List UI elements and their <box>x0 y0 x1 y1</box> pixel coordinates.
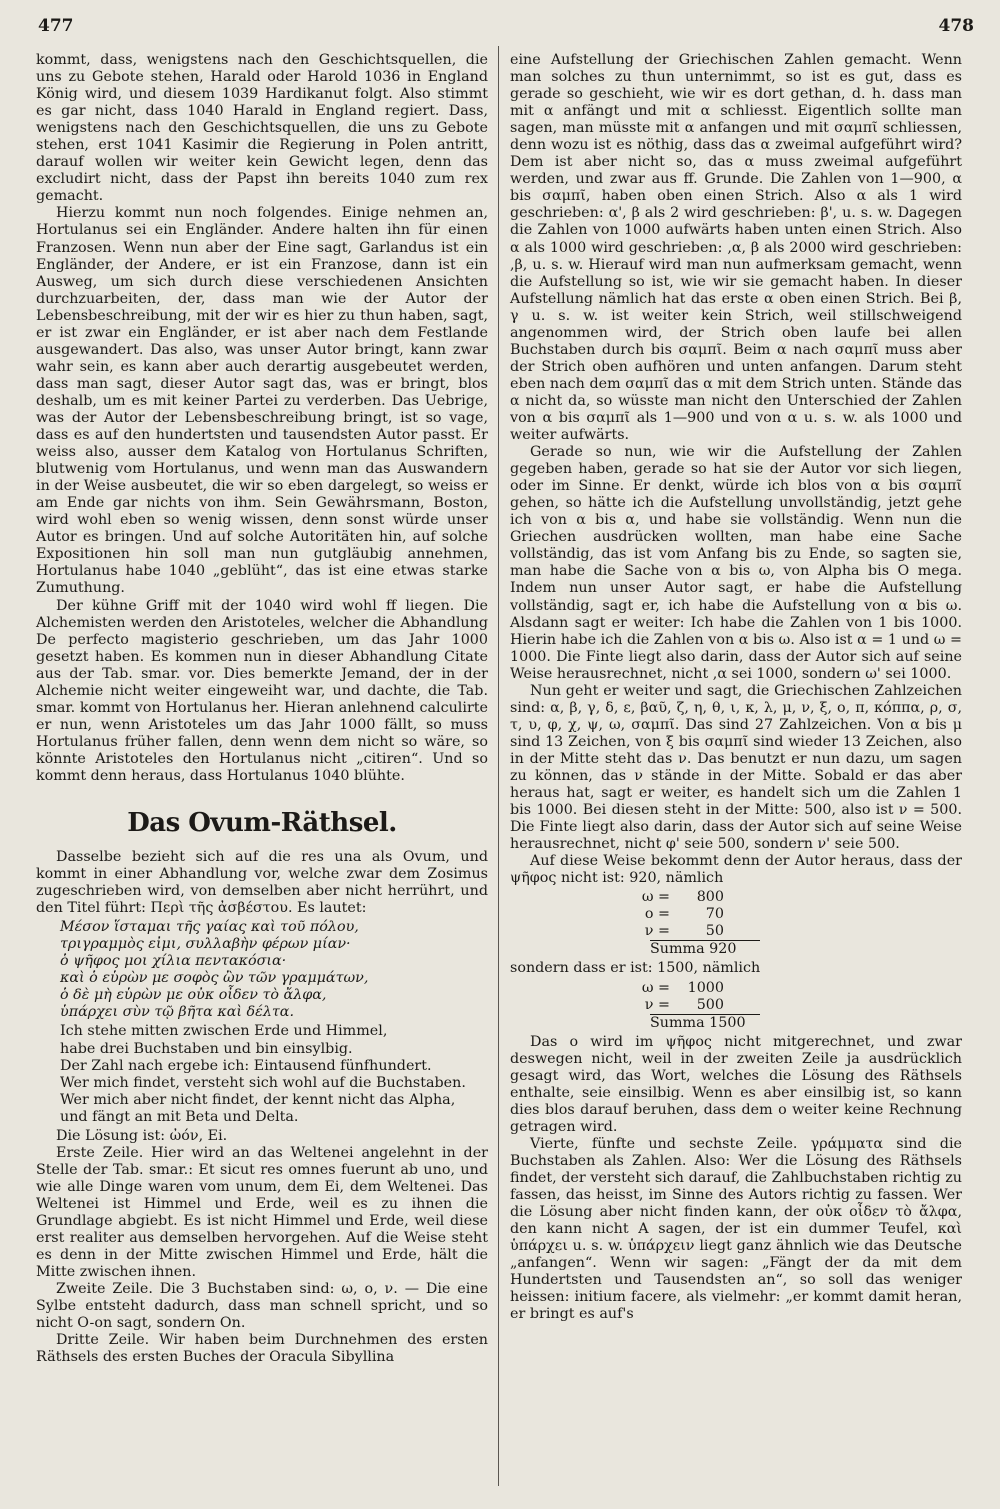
sum-symbol: ο = <box>644 906 670 923</box>
paragraph: Gerade so nun, wie wir die Aufstellung der Zahlen gegeben haben, gerade so hat sie der Autor vor sich liegen, oder im Sinne. Er denkt, würde ich blos von α bis σαμπῖ gehen, so hätte ich die Aufstellung unvollständig, jetzt gehe ich von α bis α, und habe sie vollständig. Wenn nun die Griechen ausdrücken wollten, man habe eine Sache vollständig, das ist vom Anfang bis zu Ende, so sagten sie, man habe die Sache von α bis ω, von Alpha bis O mega. Indem nun unser Autor sagt, er habe die Aufstellung vollständig, sagt er, ich habe die Aufstellung von α bis ω. Alsdann sagt er weiter: Ich habe die Zahlen von 1 bis 1000. Hierin habe ich die Zahlen von α bis ω. Also ist α = 1 und ω = 1000. Die Finte liegt also darin, dass der Autor sich auf seine Weise herausrechnet, nicht ,α sei 1000, sondern ω' sei 1000. <box>510 444 962 682</box>
verse-line: habe drei Buchstaben und bin einsylbig. <box>60 1040 353 1057</box>
paragraph: Zweite Zeile. Die 3 Buchstaben sind: ω, ο, ν. — Die eine Sylbe entsteht dadurch, dass man schnell spricht, und so nicht O-on sagt, sondern On. <box>36 1281 488 1332</box>
sum-row <box>510 889 962 906</box>
paragraph: kommt, dass, wenigstens nach den Geschichtsquellen, die uns zu Gebote stehen, Harald oder Harold 1036 in England König wird, und diesem 1039 Hardikanut folgt. Also stimmt es gar nicht, dass 1040 Harald in England regiert. Dass, wenigstens nach den Geschichtsquellen, die uns zu Gebote stehen, erst 1041 Kasimir die Regierung in Polen antritt, darauf wollen wir weiter kein Gewicht legen, denn das excludirt nicht, dass der Papst ihn bereits 1040 zum rex gemacht. <box>36 52 488 205</box>
paragraph: eine Aufstellung der Griechischen Zahlen gemacht. Wenn man solches zu thun unternimmt, so ist es gut, dass es gerade so geschieht, wie wir es dort gethan, d. h. dass man mit α anfängt und mit α schliesst. Eigentlich sollte man sagen, man müsste mit α anfangen und mit σαμπῖ schliessen, denn wozu ist es nöthig, dass das α zweimal aufgeführt wird? Dem ist aber nicht so, das α muss zweimal aufgeführt werden, und zwar aus ff. Grunde. Die Zahlen von 1—900, α bis σαμπῖ, haben oben einen Strich. Also α als 1 wird geschrieben: α', β als 2 wird geschrieben: β', u. s. w. Dagegen die Zahlen von 1000 aufwärts haben unten einen Strich. Also α als 1000 wird geschrieben: ,α, β als 2000 wird geschrieben: ,β, u. s. w. Hierauf wird man nun aufmerksam gemacht, wenn die Aufstellung so ist, wie wir sie gemacht haben. In dieser Aufstellung nämlich hat das erste α oben einen Strich. Bei β, γ u. s. w. ist weiter kein Strich, weil stillschweigend angenommen wird, der Strich oben laufe bei allen Buchstaben durch bis σαμπῖ. Beim α nach σαμπῖ muss aber der Strich oben aufhören und unten anfangen. Darum steht eben nach dem σαμπῖ das α mit dem Strich unten. Stände das α nicht da, so wüsste man nicht den Unterschied der Zahlen von α bis σαμπῖ als 1—900 und von α u. s. w. als 1000 und weiter aufwärts. <box>510 52 962 444</box>
paragraph: Die Lösung ist: ὠόν, Ei. <box>56 1127 228 1144</box>
page-number-left: 477 <box>38 16 74 36</box>
paragraph: Auf diese Weise bekommt denn der Autor heraus, dass der ψῆφος nicht ist: 920, nämlich <box>510 853 962 887</box>
verse-line: Der Zahl nach ergebe ich: Eintausend fünfhundert. <box>60 1057 432 1074</box>
sum-symbol: ν = <box>644 996 670 1013</box>
paragraph: Nun geht er weiter und sagt, die Griechischen Zahlzeichen sind: α, β, γ, δ, ε, βαῦ, ζ, η, θ, ι, κ, λ, μ, ν, ξ, ο, π, κόππα, ρ, σ, τ, υ, φ, χ, ψ, ω, σαμπῖ. Das sind 27 Zahlzeichen. Von α bis μ sind 13 Zeichen, von ξ bis σαμπῖ sind wieder 13 Zeichen, also in der Mitte steht das ν. Das benutzt er nun dazu, um sagen zu können, das ν stände in der Mitte. Sobald er das aber heraus hat, sagt er weiter, es handelt sich um die Zahlen 1 bis 1000. Bei diesen steht in der Mitte: 500, also ist ν = 500. Die Finte liegt also darin, dass der Autor sich auf seine Weise herausrechnet, nicht φ' seie 500, sondern ν' seie 500. <box>510 682 962 853</box>
sum-table-920 <box>510 889 962 958</box>
verse-line: und fängt an mit Beta und Delta. <box>60 1108 299 1125</box>
greek-verse <box>60 919 488 1021</box>
verse-line: τριγραμμὸς εἰμι, συλλαβὴν φέρων μίαν· <box>60 936 351 953</box>
sum-value: 70 <box>705 906 724 923</box>
verse-line: ὁ δὲ μὴ εὑρὼν με οὐκ οἶδεν τὸ ἄλφα, <box>60 987 327 1004</box>
sum-value: 1000 <box>687 979 724 996</box>
column-divider <box>498 46 499 1486</box>
verse-line: καὶ ὁ εὑρὼν με σοφὸς ὢν τῶν γραμμάτων, <box>60 970 369 987</box>
verse-line: Wer mich findet, versteht sich wohl auf die Buchstaben. <box>60 1074 466 1091</box>
left-column <box>36 52 488 1366</box>
sum-total: Summa 920 <box>650 941 737 958</box>
paragraph: Das ο wird im ψῆφος nicht mitgerechnet, und zwar deswegen nicht, weil in der zweiten Zeile ja ausdrücklich gesagt wird, das Wort, welches die Lösung des Räthsels enthalte, seie einsilbig. Wenn es aber einsilbig ist, so kann dies blos darauf beruhen, dass dem ο weiter keine Rechnung getragen wird. <box>510 1033 962 1135</box>
right-column <box>510 52 962 1323</box>
paragraph: sondern dass er ist: 1500, nämlich <box>510 960 761 977</box>
sum-row <box>510 997 962 1014</box>
section-heading: Das Ovum-Räthsel. <box>127 808 397 839</box>
sum-total: Summa 1500 <box>650 1014 746 1031</box>
sum-row <box>510 906 962 923</box>
sum-value: 50 <box>705 923 724 940</box>
sum-row <box>510 980 962 997</box>
verse-line: ὁ ψῆφος μοι χίλια πεντακόσια· <box>60 953 287 970</box>
sum-table-1500 <box>510 980 962 1032</box>
sum-symbol: ν = <box>644 923 670 940</box>
sum-symbol: ω = <box>641 979 670 996</box>
sum-row <box>510 923 962 940</box>
paragraph: Der kühne Griff mit der 1040 wird wohl ff liegen. Die Alchemisten werden den Aristoteles, welcher die Abhandlung De perfecto magisterio geschrieben, um das Jahr 1000 gesetzt haben. Es kommen nun in dieser Abhandlung Citate aus der Tab. smar. vor. Dies bemerkte Jemand, der in der Alchemie nicht weiter eingeweiht war, und dachte, die Tab. smar. kommt von Hortulanus her. Hieran anlehnend calculirte er nun, wenn Aristoteles um das Jahr 1000 fällt, so muss Hortulanus früher fallen, denn wenn dem nicht so wäre, so könnte Aristoteles den Hortulanus nicht „citiren“. Und so kommt denn heraus, dass Hortulanus 1040 blühte. <box>36 597 488 784</box>
page-number-right: 478 <box>938 16 974 36</box>
german-verse <box>60 1023 488 1125</box>
paragraph: Vierte, fünfte und sechste Zeile. γράμματα sind die Buchstaben als Zahlen. Also: Wer die Lösung des Räthsels findet, der versteht sich darauf, die Zahlbuchstaben richtig zu fassen, das heisst, im Sinne des Autors richtig zu fassen. Wer die Lösung aber nicht finden kann, der οὐκ οἶδεν τὸ ἄλφα, den kann nicht A sagen, der ist ein dummer Teufel, καὶ ὑπάρχει u. s. w. ὑπάρχειν liegt ganz ähnlich wie das Deutsche „anfangen“. Wenn wir sagen: „Fängt der da mit dem Hundertsten und Tausendsten an“, so soll das weniger heissen: initium facere, als vielmehr: „er kommt damit heran, er bringt es auf's <box>510 1135 962 1323</box>
verse-line: Wer mich aber nicht findet, der kennt nicht das Alpha, <box>60 1091 456 1108</box>
paragraph: Dritte Zeile. Wir haben beim Durchnehmen des ersten Räthsels des ersten Buches der Oracula Sibyllina <box>36 1332 488 1366</box>
verse-line: Μέσον ἵσταμαι τῆς γαίας καὶ τοῦ πόλου, <box>60 919 359 936</box>
paragraph: Erste Zeile. Hier wird an das Weltenei angelehnt in der Stelle der Tab. smar.: Et sicut res omnes fuerunt ab uno, und wie alle Dinge waren vom unum, dem Ei, dem Weltenei. Das Weltenei ist Himmel und Erde, weil es zu ihnen die Grundlage abgiebt. Es ist nicht Himmel und Erde, weil diese erst realiter aus demselben hervorgehen. Auf die Weise steht es denn in der Mitte zwischen Himmel und Erde, hält die Mitte zwischen ihnen. <box>36 1144 488 1281</box>
sum-value: 500 <box>696 996 724 1013</box>
verse-line: Ich stehe mitten zwischen Erde und Himmel, <box>60 1023 388 1040</box>
sum-value: 800 <box>696 889 724 906</box>
paragraph: Dasselbe bezieht sich auf die res una als Ovum, und kommt in einer Abhandlung vor, welche zwar dem Zosimus zugeschrieben wird, von demselben aber nicht herrührt, und den Titel führt: Περὶ τῆς ἀσβέστου. Es lautet: <box>36 849 488 917</box>
paragraph: Hierzu kommt nun noch folgendes. Einige nehmen an, Hortulanus sei ein Engländer. Andere halten ihn für einen Franzosen. Wenn nun aber der Eine sagt, Garlandus ist ein Engländer, der Andere, er ist ein Franzose, dann ist ein Ausweg, um sich durch diese verschiedenen Ansichten durchzuarbeiten, der, dass man wie der Autor der Lebensbeschreibung, mit der wir es hier zu thun haben, sagt, er ist zwar ein Engländer, er ist aber nach dem Festlande ausgewandert. Das also, was unser Autor bringt, kann zwar wahr sein, es kann aber auch derartig ausgebeutet werden, dass man sagt, dieser Autor sagt das, was er bringt, blos deshalb, um es mit keiner Partei zu verderben. Das Uebrige, was der Autor der Lebensbeschreibung bringt, ist so vage, dass es auf den hundertsten und tausendsten Autor passt. Er weiss also, ausser dem Katalog von Hortulanus Schriften, blutwenig vom Hortulanus, und wenn man das Auswandern in der Weise ausbeutet, die wir so eben dargelegt, so weiss er am Ende gar nichts von ihm. Sein Gewährsmann, Boston, wird wohl eben so wenig wissen, denn sonst würde unser Autor es bringen. Und auf solche Autoritäten hin, auf solche Expositionen hin soll man nun gutgläubig annehmen, Hortulanus habe 1040 „geblüht“, das ist eine etwas starke Zumuthung. <box>36 205 488 597</box>
verse-line: ὑπάρχει σὺν τῷ βῆτα καὶ δέλτα. <box>60 1004 294 1021</box>
sum-symbol: ω = <box>641 889 670 906</box>
